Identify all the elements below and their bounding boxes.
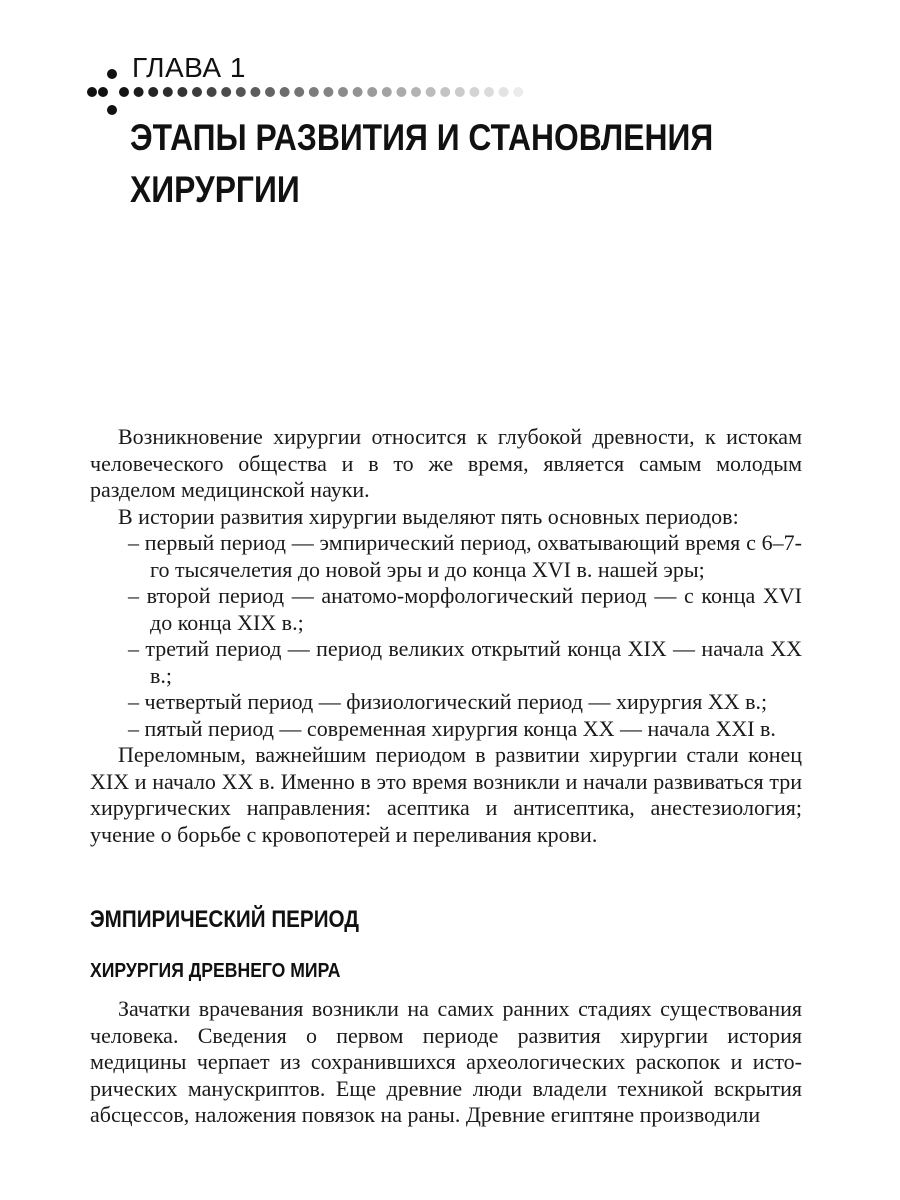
dot [499,87,509,97]
period-item-5: – пятый период — современная хирургия конца XX — начала XXI в. [128,715,776,741]
dot [221,87,231,97]
dot [265,87,275,97]
dot-top [107,69,117,79]
dot [440,87,450,97]
section-body [90,996,802,1129]
period-item-3: – третий период — период великих открытий конца XIX — начала XX в.; [128,636,802,688]
chapter-title-line-1: ЭТАПЫ РАЗВИТИЯ И СТАНОВЛЕНИЯ [130,117,714,158]
dot [367,87,377,97]
dot [236,87,246,97]
dot [455,87,465,97]
dot [148,87,158,97]
section-heading: ЭМПИРИЧЕСКИЙ ПЕРИОД [90,906,360,933]
dot [250,87,260,97]
section-paragraph-1: Зачатки врачевания возникли на самих ранних стадиях существования человека. Сведения о первом периоде развития хирургии история медицины черпает из сохранившихся археологических раскопок и исторических манускриптов. Еще древние люди владели техникой вскрытия абсцессов, наложения повязок на раны. Древние египтяне производили [90,996,802,1127]
dot [382,87,392,97]
intro-text [90,424,802,848]
dot [353,87,363,97]
dot [484,87,494,97]
dot-row-gradient [119,87,523,97]
dot [119,87,129,97]
dot [177,87,187,97]
chapter-title [130,112,732,216]
subsection-heading-wrap [90,960,802,983]
section-heading-wrap [90,906,802,934]
dot [338,87,348,97]
intro-paragraph-2: В истории развития хирургии выделяют пять основных периодов: [118,503,739,529]
periods-list [90,530,802,742]
intro-paragraph-1: Возникновение хирургии относится к глубокой древности, к истокам человеческого общества и в то же время, является самым молодым разделом медицинской науки. [90,424,802,502]
dot [396,87,406,97]
dot [469,87,479,97]
dot [294,87,304,97]
period-item-2: – второй период — анатомо-морфологический период — с конца XVI до конца XIX в.; [128,583,802,635]
subsection-heading: ХИРУРГИЯ ДРЕВНЕГО МИРА [90,960,341,982]
chapter-title-line-2: ХИРУРГИИ [130,169,300,210]
dot [192,87,202,97]
period-item-4: – четвертый период — физиологический период — хирургия XX в.; [128,689,768,714]
dot [411,87,421,97]
period-item-1: – первый период — эмпирический период, охватывающий время с 6–7-го тысячелетия до новой эры и до конца XVI в. нашей эры; [128,530,802,582]
dot-bottom [107,105,117,115]
chapter-label: ГЛАВА 1 [132,52,246,83]
dot [163,87,173,97]
dot [323,87,333,97]
dot-left-2 [98,87,108,97]
dot-left-1 [87,87,97,97]
dot [513,87,523,97]
dot [134,87,144,97]
dot [426,87,436,97]
dot [280,87,290,97]
intro-paragraph-3: Переломным, важнейшим периодом в развитии хирургии стали конец XIX и начало XX в. Именно в это время возникли и начали развиваться три хирургических направления: асептика и антисептика, анестезиология; учение о борьбе с кровопотерей и переливания крови. [90,742,802,847]
dot [309,87,319,97]
dot [207,87,217,97]
